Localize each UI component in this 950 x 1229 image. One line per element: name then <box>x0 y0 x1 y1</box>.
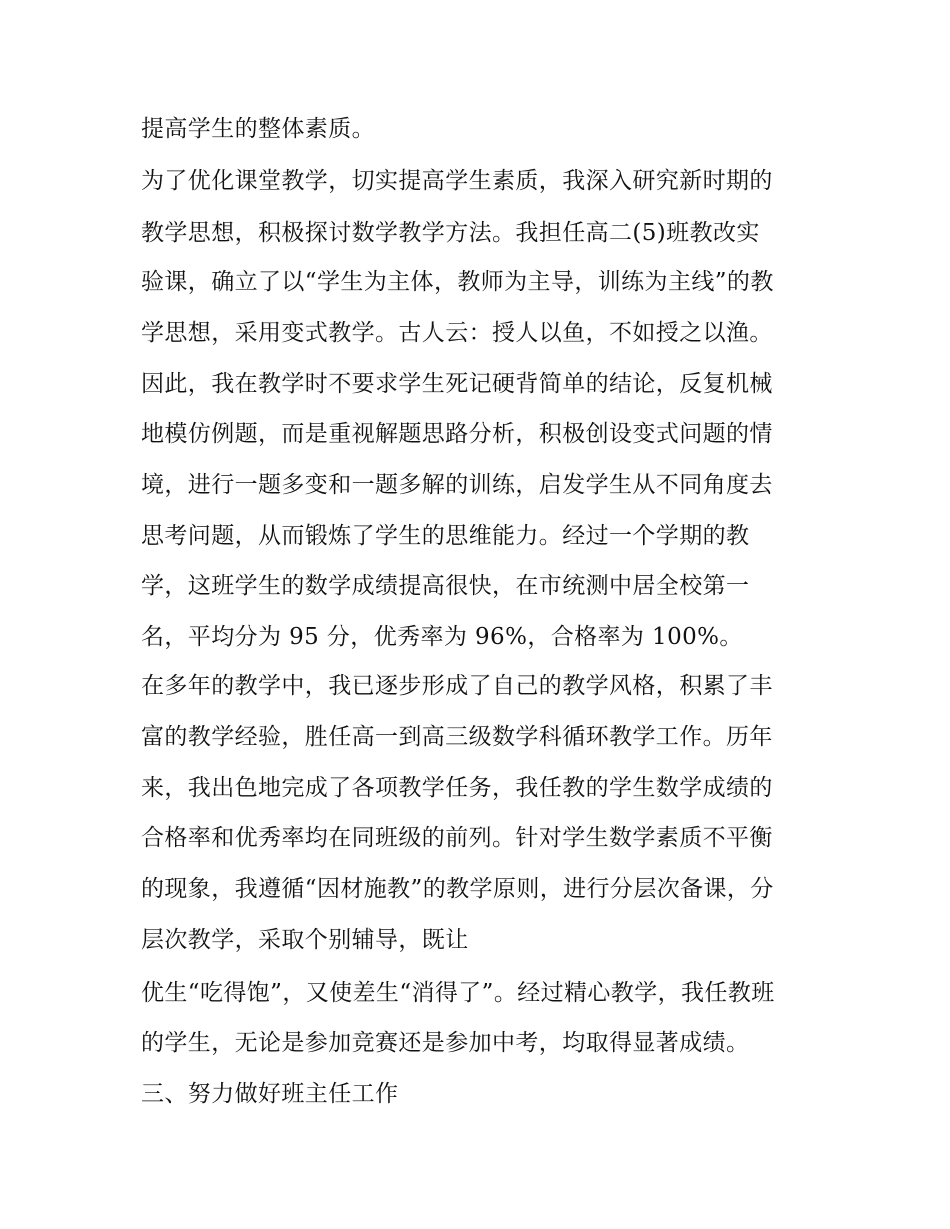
text-line: 验课，确立了以“学生为主体，教师为主导，训练为主线”的教 <box>141 269 774 295</box>
text-line: 提高学生的整体素质。 <box>141 116 375 142</box>
text-line: 因此，我在教学时不要求学生死记硬背简单的结论，反复机械 <box>141 371 773 397</box>
text-line: 层次教学，采取个别辅导，既让 <box>141 927 469 953</box>
text-line: 的现象，我遵循“因材施教”的教学原则，进行分层次备课，分 <box>141 876 774 902</box>
text-line: 境，进行一题多变和一题多解的训练，启发学生从不同角度去 <box>141 472 773 498</box>
text-line: 教学思想，积极探讨数学教学方法。我担任高二(5)班教改实 <box>141 220 760 246</box>
text-line: 的学生，无论是参加竞赛还是参加中考，均取得显著成绩。 <box>141 1030 750 1056</box>
text-line: 优生“吃得饱”，又使差生“消得了”。经过精心教学，我任教班 <box>141 980 775 1006</box>
text-line: 富的教学经验，胜任高一到高三级数学科循环教学工作。历年 <box>141 724 773 750</box>
text-line: 学思想，采用变式教学。古人云：授人以鱼，不如授之以渔。 <box>141 320 773 346</box>
text-line: 名，平均分为 95 分，优秀率为 96%，合格率为 100%。 <box>141 624 743 650</box>
text-line: 来，我出色地完成了各项教学任务，我任教的学生数学成绩的 <box>141 775 773 801</box>
text-line: 地模仿例题，而是重视解题思路分析，积极创设变式问题的情 <box>141 421 773 447</box>
section-heading: 三、努力做好班主任工作 <box>141 1081 399 1107</box>
text-line: 思考问题，从而锻炼了学生的思维能力。经过一个学期的教 <box>141 523 750 549</box>
text-line: 为了优化课堂教学，切实提高学生素质，我深入研究新时期的 <box>141 168 773 194</box>
text-line: 在多年的教学中，我已逐步形成了自己的教学风格，积累了丰 <box>141 673 773 699</box>
text-line: 学，这班学生的数学成绩提高很快，在市统测中居全校第一 <box>141 573 750 599</box>
text-line: 合格率和优秀率均在同班级的前列。针对学生数学素质不平衡 <box>141 825 773 851</box>
